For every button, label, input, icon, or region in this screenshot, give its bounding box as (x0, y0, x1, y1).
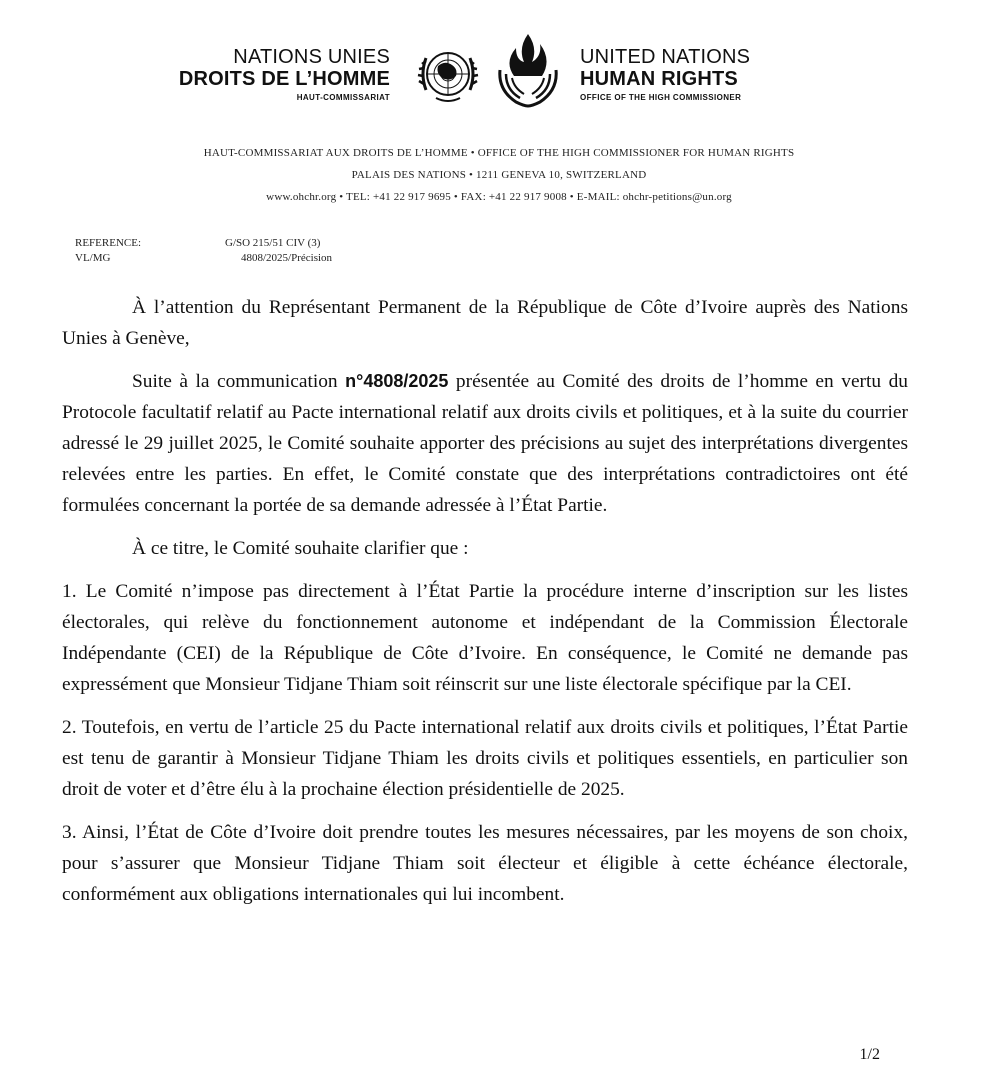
fr-title-line3: HAUT-COMMISSARIAT (296, 93, 390, 102)
clarify-intro: À ce titre, le Comité souhaite clarifier que : (132, 538, 469, 559)
salutation-paragraph: À l’attention du Représentant Permanent de la République de Côte d’Ivoire auprès des Nations Unies à Genève, (62, 297, 908, 349)
para2-end: présentée au Comité des droits de l’homme en vertu du Protocole facultatif relatif au Pacte international relatif aux droits civils et politiques, et à la suite du courrier adressé le 29 juillet 2025, le Comité souhaite apporter des précisions au sujet des interprétations divergentes relevées entre les parties. En effet, le Comité constate que des interprétations contradictoires ont été formulées concernant la portée de sa demande adressée à l’État Partie. (62, 371, 908, 516)
para2-start: Suite à la communication (132, 371, 346, 392)
letterhead-french (179, 46, 390, 102)
address-line-1: HAUT-COMMISSARIAT AUX DROITS DE L’HOMME • OFFICE OF THE HIGH COMMISSIONER FOR HUMAN RIGHTS (203, 147, 795, 159)
office-address (0, 142, 998, 208)
letter-body (62, 292, 908, 918)
communication-number: n°4808/2025 (345, 371, 449, 391)
reference-value-2: 4808/2025/Précision (241, 252, 333, 264)
letterhead (0, 0, 998, 125)
un-emblem-icon (412, 38, 484, 110)
reference-label: REFERENCE: (75, 237, 142, 249)
address-line-2: PALAIS DES NATIONS • 1211 GENEVA 10, SWITZERLAND (351, 169, 647, 181)
reference-value: G/SO 215/51 CIV (3) (225, 237, 321, 249)
letterhead-english (580, 46, 750, 102)
page-number: 1/2 (859, 1046, 880, 1063)
reference-block (75, 236, 332, 266)
clarification-item-3: 3. Ainsi, l’État de Côte d’Ivoire doit prendre toutes les mesures nécessaires, par les moyens de son choix, pour s’assurer que Monsieur Tidjane Thiam soit électeur et éligible à cette échéance électorale, conformément aux obligations internationales qui lui incombent. (62, 822, 908, 905)
clarification-item-2: 2. Toutefois, en vertu de l’article 25 du Pacte international relatif aux droits civils et politiques, l’État Partie est tenu de garantir à Monsieur Tidjane Thiam les droits civils et politiques essentiels, en particulier son droit de voter et d’être élu à la prochaine élection présidentielle de 2025. (62, 717, 908, 800)
initials-label: VL/MG (75, 252, 111, 264)
communication-paragraph (62, 366, 908, 521)
human-rights-flame-icon (494, 30, 562, 110)
en-title-line1: UNITED NATIONS (580, 46, 751, 68)
en-title-line2: HUMAN RIGHTS (580, 68, 738, 90)
address-line-3: www.ohchr.org • TEL: +41 22 917 9695 • FAX: +41 22 917 9008 • E-MAIL: ohchr-petitions@un.org (266, 191, 732, 203)
en-title-line3: OFFICE OF THE HIGH COMMISSIONER (580, 93, 742, 102)
fr-title-line2: DROITS DE L’HOMME (178, 68, 390, 90)
clarification-item-1: 1. Le Comité n’impose pas directement à l’État Partie la procédure interne d’inscription sur les listes électorales, qui relève du fonctionnement autonome et indépendant de la Commission Électorale Indépendante (CEI) de la République de Côte d’Ivoire. En conséquence, le Comité ne demande pas expressément que Monsieur Tidjane Thiam soit réinscrit sur une liste électorale spécifique par la CEI. (62, 581, 908, 695)
fr-title-line1: NATIONS UNIES (233, 46, 390, 68)
